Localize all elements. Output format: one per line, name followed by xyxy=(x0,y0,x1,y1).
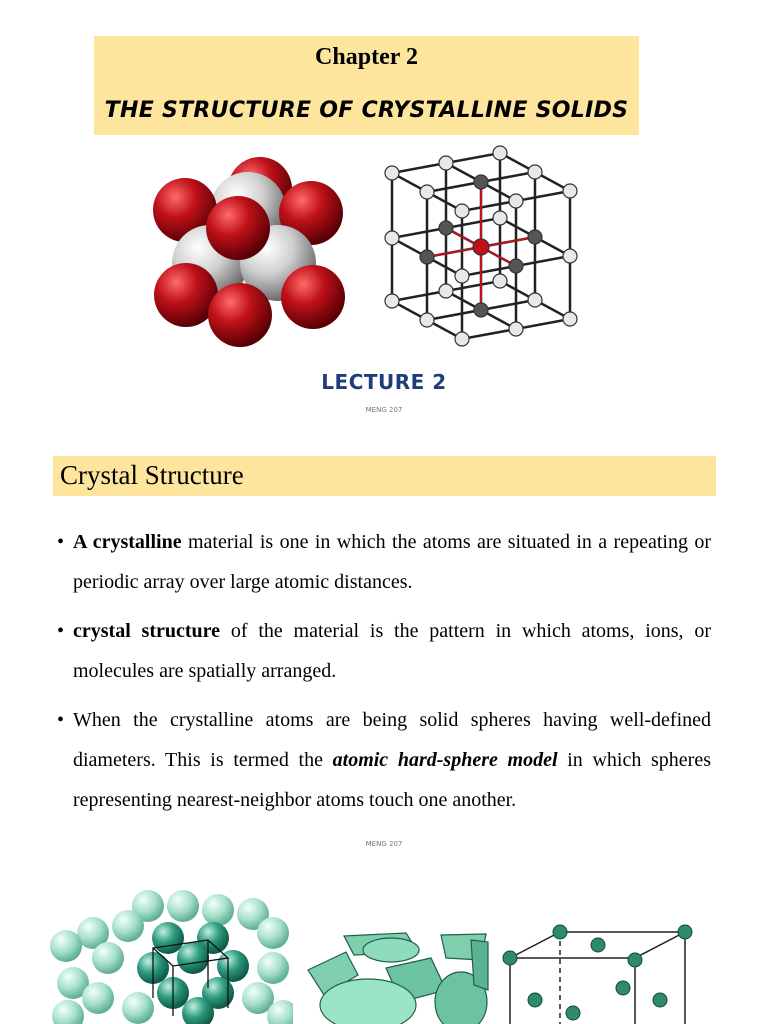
chapter-subtitle: THE STRUCTURE OF CRYSTALLINE SOLIDS xyxy=(104,98,629,123)
unit-cell-diagram xyxy=(495,920,700,1024)
section-banner xyxy=(53,456,716,496)
chapter-title: Chapter 2 xyxy=(315,44,418,70)
slide2-footer: MENG 207 xyxy=(365,840,403,848)
lecture-label: LECTURE 2 xyxy=(321,370,447,394)
ball-stick-lattice xyxy=(382,143,582,353)
bullet-text-end: in which spheres representing nearest-neighbor atoms touch one another. xyxy=(73,749,711,811)
bullet-crystalline xyxy=(57,522,711,602)
reduced-sphere-cell xyxy=(306,930,491,1024)
bullet-term: atomic hard-sphere model xyxy=(332,749,558,771)
section-title: Crystal Structure xyxy=(60,460,244,490)
bullet-text: material is one in which the atoms are situated in a repeating or periodic array over large atomic distances. xyxy=(73,531,711,593)
bullet-hard-sphere xyxy=(57,700,711,820)
bullet-text: When the crystalline atoms are being solid spheres having well-defined diameters. This is termed the xyxy=(73,709,711,771)
slide1-footer: MENG 207 xyxy=(365,406,403,414)
bullet-marker: • xyxy=(57,709,65,731)
bullet-marker: • xyxy=(57,620,65,642)
nacl-sphere-model xyxy=(148,155,353,355)
bullet-term: A crystalline xyxy=(73,531,182,553)
title-banner xyxy=(94,36,639,135)
bullet-text: of the material is the pattern in which atoms, ions, or molecules are spatially arranged. xyxy=(73,620,712,682)
bullet-marker: • xyxy=(57,531,65,553)
bullet-crystal-structure xyxy=(57,611,711,691)
hard-sphere-packing xyxy=(48,888,293,1024)
bullet-term: crystal structure xyxy=(73,620,221,642)
